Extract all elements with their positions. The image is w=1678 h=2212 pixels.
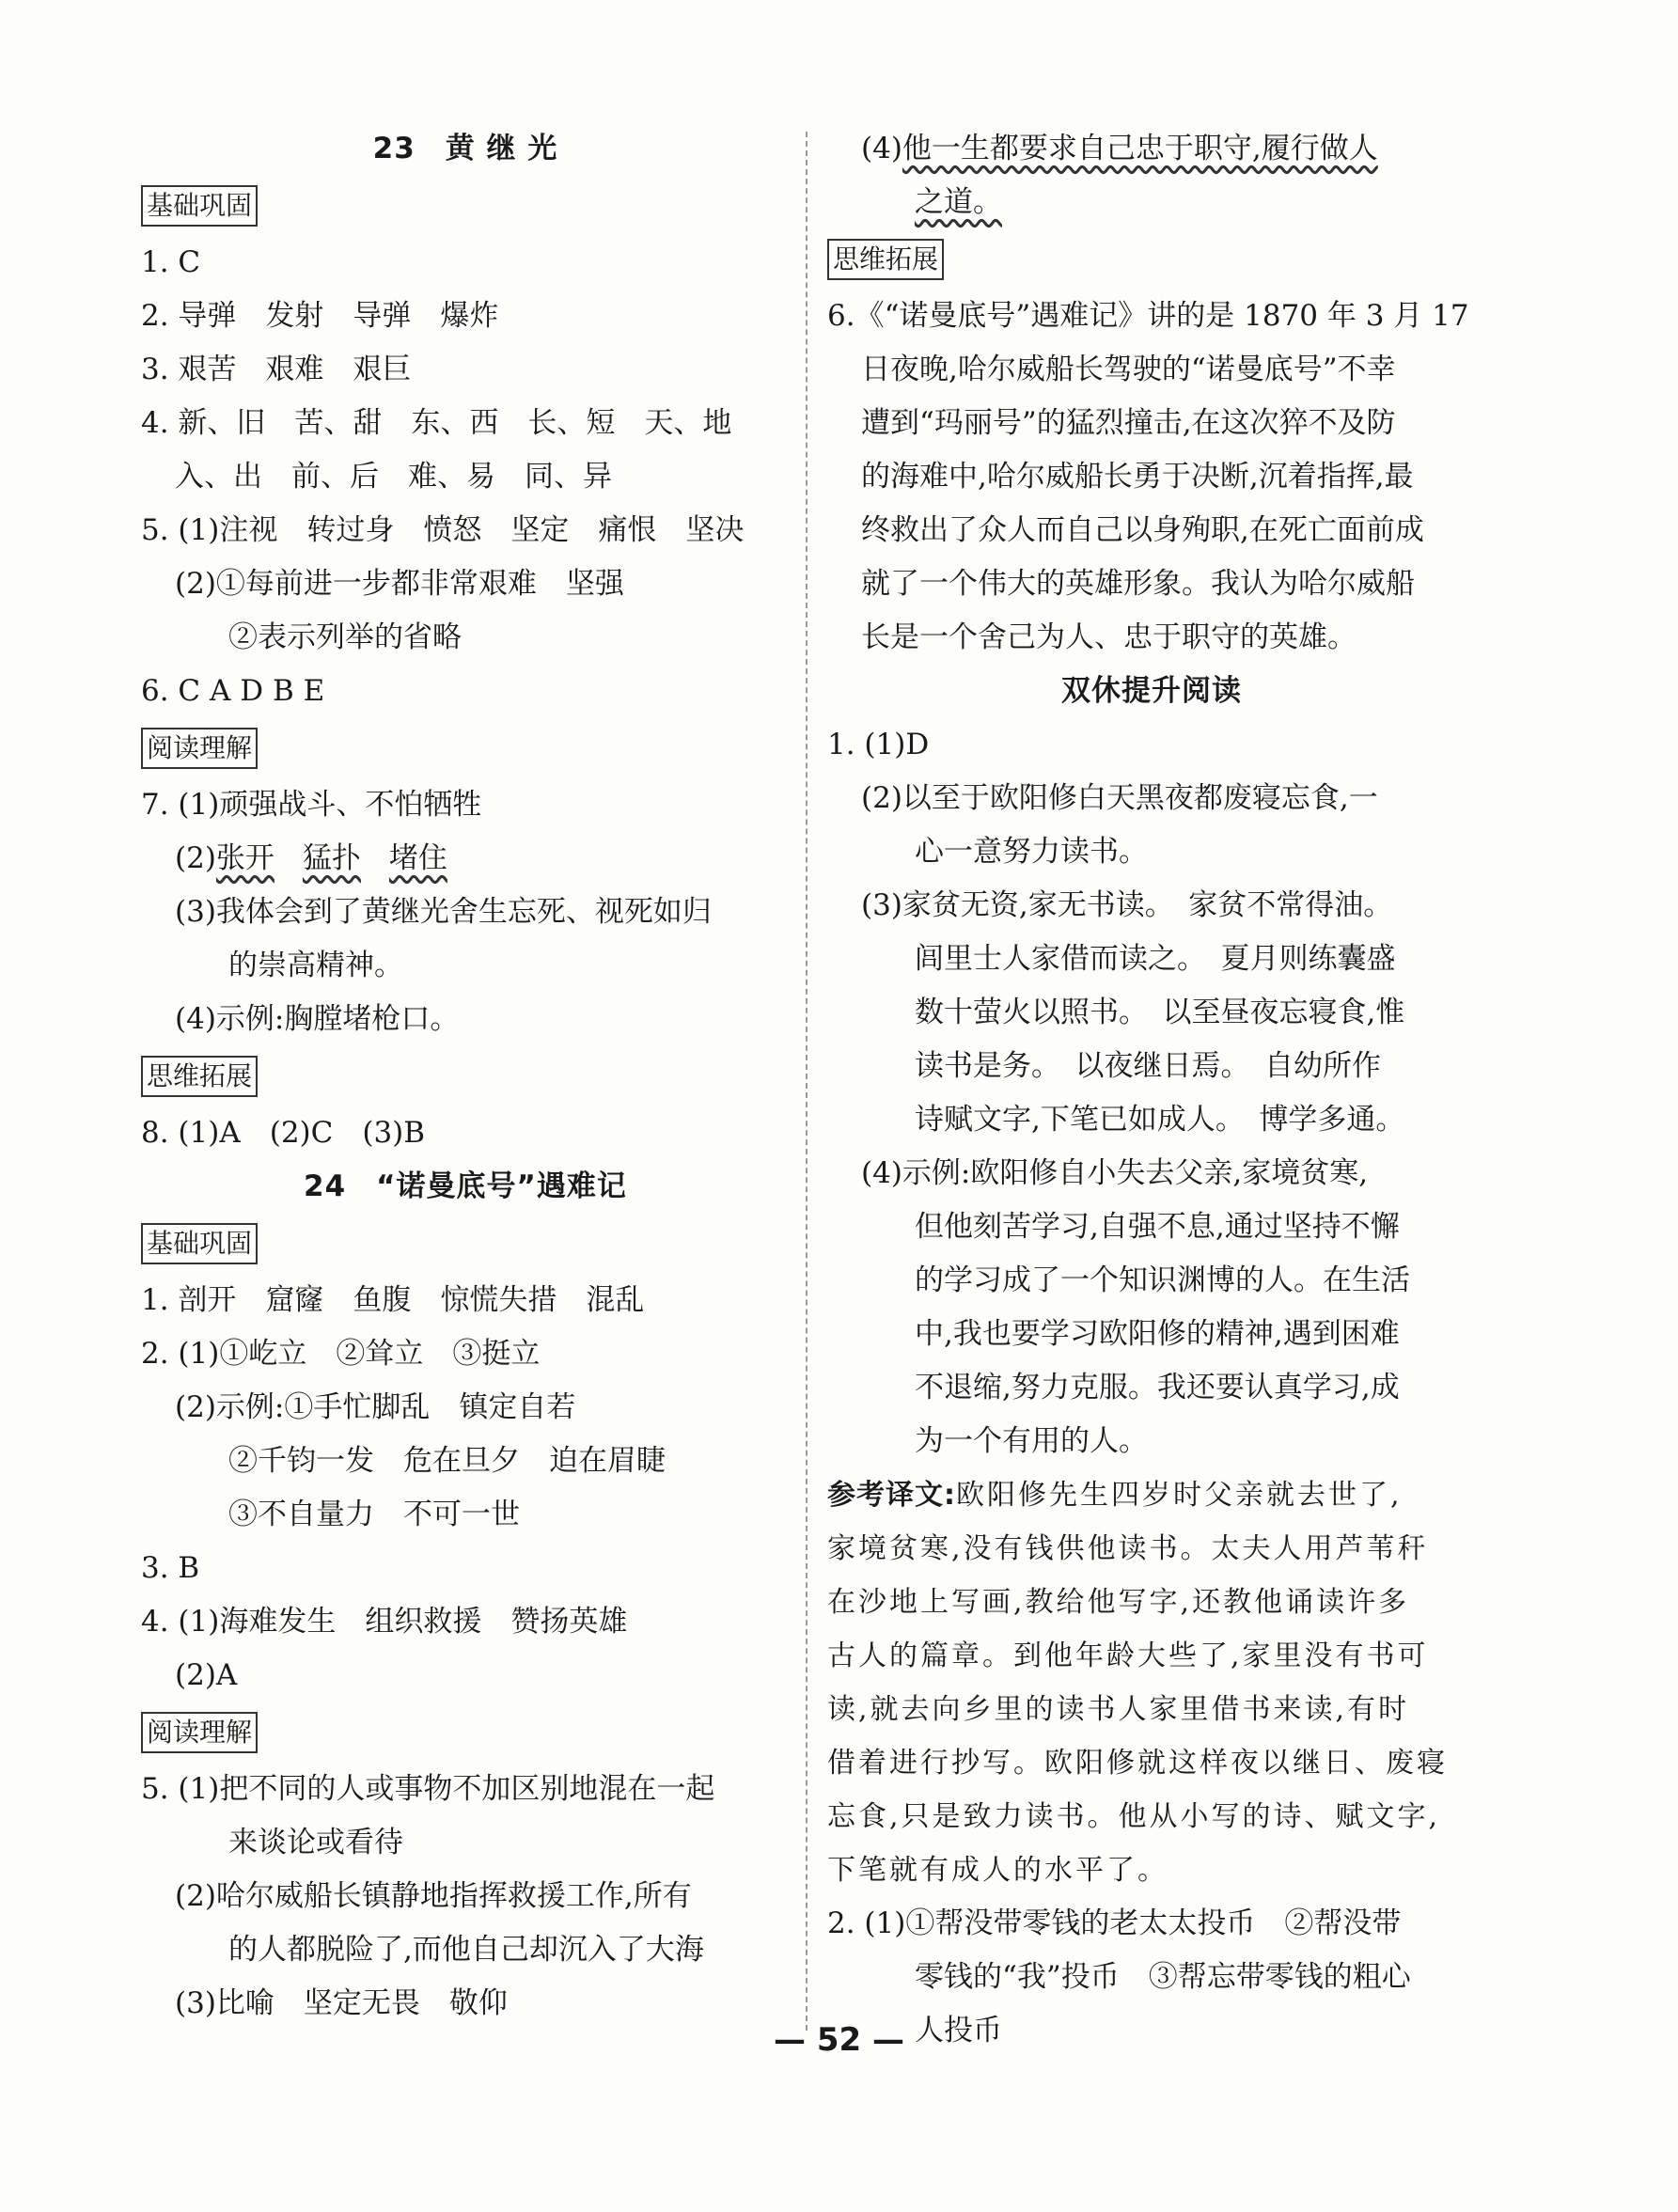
answer-line: 2. 导弹 发射 导弹 爆炸 — [141, 299, 499, 333]
answer-line: 7. (1)顽强战斗、不怕牺牲 — [141, 788, 482, 822]
answer-line: 的海难中,哈尔威船长勇于决断,沉着指挥,最 — [861, 460, 1414, 494]
answer-line: 诗赋文字,下笔已如成人。 博学多通。 — [915, 1103, 1405, 1137]
answer-line: ②千钧一发 危在旦夕 迫在眉睫 — [228, 1444, 666, 1478]
translation-line: 下笔就有成人的水平了。 — [827, 1854, 1168, 1887]
answer-line: 6.《“诺曼底号”遇难记》讲的是 1870 年 3 月 17 — [827, 299, 1469, 333]
section-thinking-24: 思维拓展 — [827, 229, 1476, 290]
answer-line: 闾里士人家借而读之。 夏月则练囊盛 — [915, 942, 1396, 976]
lesson-title-23: 23 黄 继 光 — [372, 132, 558, 165]
answer-line: 就了一个伟大的英雄形象。我认为哈尔威船 — [861, 567, 1415, 601]
section-reading-23: 阅读理解 — [141, 718, 790, 778]
answer-line: 5. (1)注视 转过身 愤怒 坚定 痛恨 坚决 — [141, 513, 745, 547]
translation-line: 忘食,只是致力读书。他从小写的诗、赋文字, — [827, 1800, 1441, 1833]
answer-line: 遭到“玛丽号”的猛烈撞击,在这次猝不及防 — [861, 406, 1396, 440]
answer-line: (3)家贫无资,家无书读。 家贫不常得油。 — [861, 888, 1393, 922]
answer-line: 3. 艰苦 艰难 艰巨 — [141, 353, 412, 386]
answer-line: 2. (1)①屹立 ②耸立 ③挺立 — [141, 1337, 541, 1371]
answer-line: (2)示例:①手忙脚乱 镇定自若 — [175, 1390, 576, 1424]
answer-line: 零钱的“我”投币 ③帮忘带零钱的粗心 — [915, 1960, 1411, 1994]
answer-line: 为一个有用的人。 — [915, 1424, 1148, 1458]
answer-line: (3)我体会到了黄继光舍生忘死、视死如归 — [175, 895, 712, 929]
answer-line: 心一意努力读书。 — [915, 835, 1148, 869]
translation-line: 借着进行抄写。欧阳修就这样夜以继日、废寝 — [827, 1747, 1448, 1780]
translation-line: 参考译文:欧阳修先生四岁时父亲就去世了, — [827, 1479, 1403, 1512]
answer-line: (2)哈尔威船长镇静地指挥救援工作,所有 — [175, 1879, 692, 1913]
answer-line: (3)比喻 坚定无畏 敬仰 — [175, 1986, 508, 2020]
answer-line: 5. (1)把不同的人或事物不加区别地混在一起 — [141, 1772, 715, 1806]
answer-line: (2)A — [175, 1658, 238, 1692]
answer-line-wavy: 之道。 — [915, 185, 1002, 219]
answer-line: 4. (1)海难发生 组织救援 赞扬英雄 — [141, 1605, 628, 1639]
answer-line: 3. B — [141, 1551, 200, 1585]
answer-line: 入、出 前、后 难、易 同、异 — [175, 460, 612, 494]
answer-line: 数十萤火以照书。 以至昼夜忘寝食,惟 — [915, 996, 1405, 1029]
section-reading-24: 阅读理解 — [141, 1702, 790, 1763]
answer-line: 人投币 — [915, 2014, 1002, 2047]
translation-line: 古人的篇章。到他年龄大些了,家里没有书可 — [827, 1639, 1429, 1672]
answer-line: 4. 新、旧 苦、甜 东、西 长、短 天、地 — [141, 406, 732, 440]
answer-line: 不退缩,努力克服。我还要认真学习,成 — [915, 1371, 1400, 1404]
translation-line: 家境贫寒,没有钱供他读书。太夫人用芦苇秆 — [827, 1532, 1429, 1565]
answer-line: (4)示例:欧阳修自小失去父亲,家境贫寒, — [861, 1156, 1369, 1190]
answer-line: (4)示例:胸膛堵枪口。 — [175, 1002, 460, 1036]
answer-line: 长是一个舍己为人、忠于职守的英雄。 — [861, 620, 1357, 654]
answer-line: 2. (1)①帮没带零钱的老太太投币 ②帮没带 — [827, 1906, 1402, 1940]
answer-line: 的崇高精神。 — [228, 949, 403, 982]
answer-line: 的学习成了一个知识渊博的人。在生活 — [915, 1263, 1410, 1297]
left-column — [141, 122, 790, 2031]
answer-line: (2)①每前进一步都非常艰难 坚强 — [175, 567, 624, 601]
answer-line: 日夜晚,哈尔威船长驾驶的“诺曼底号”不幸 — [861, 353, 1396, 386]
answer-line: 1. 剖开 窟窿 鱼腹 惊慌失措 混乱 — [141, 1283, 645, 1317]
section-basic-24: 基础巩固 — [141, 1214, 790, 1274]
answer-line: 终救出了众人而自己以身殉职,在死亡面前成 — [861, 513, 1424, 547]
translation-label: 参考译文: — [827, 1479, 956, 1512]
answer-line: 的人都脱险了,而他自己却沉入了大海 — [228, 1933, 704, 1967]
answer-line: 6. C A D B E — [141, 674, 325, 708]
answer-line: 中,我也要学习欧阳修的精神,遇到困难 — [915, 1317, 1400, 1351]
answer-line-wavy: (4)他一生都要求自己忠于职守,履行做人 — [861, 132, 1378, 165]
answer-line: ②表示列举的省略 — [228, 620, 462, 654]
answer-line: 但他刻苦学习,自强不息,通过坚持不懈 — [915, 1210, 1400, 1244]
translation-line: 在沙地上写画,教给他写字,还教他诵读许多 — [827, 1586, 1410, 1619]
lesson-title-24: 24 “诺曼底号”遇难记 — [304, 1169, 627, 1203]
answer-line: 1. C — [141, 245, 201, 279]
section-basic-23: 基础巩固 — [141, 176, 790, 236]
column-divider — [806, 132, 808, 2031]
extra-reading-title: 双休提升阅读 — [1061, 674, 1242, 708]
right-column — [827, 122, 1476, 2058]
answer-line: 读书是务。 以夜继日焉。 自幼所作 — [915, 1049, 1381, 1083]
translation-line: 读,就去向乡里的读书人家里借书来读,有时 — [827, 1693, 1410, 1726]
answer-line: (2)以至于欧阳修白天黑夜都废寝忘食,一 — [861, 781, 1378, 815]
section-thinking-23: 思维拓展 — [141, 1046, 790, 1106]
answer-line-wavy: (2)张开 猛扑 堵住 — [175, 841, 447, 875]
answer-line: ③不自量力 不可一世 — [228, 1498, 520, 1531]
answer-line: 8. (1)A (2)C (3)B — [141, 1116, 426, 1150]
answer-line: 来谈论或看待 — [228, 1826, 403, 1859]
answer-line: 1. (1)D — [827, 728, 930, 761]
page-number: — 52 — — [774, 2021, 904, 2059]
